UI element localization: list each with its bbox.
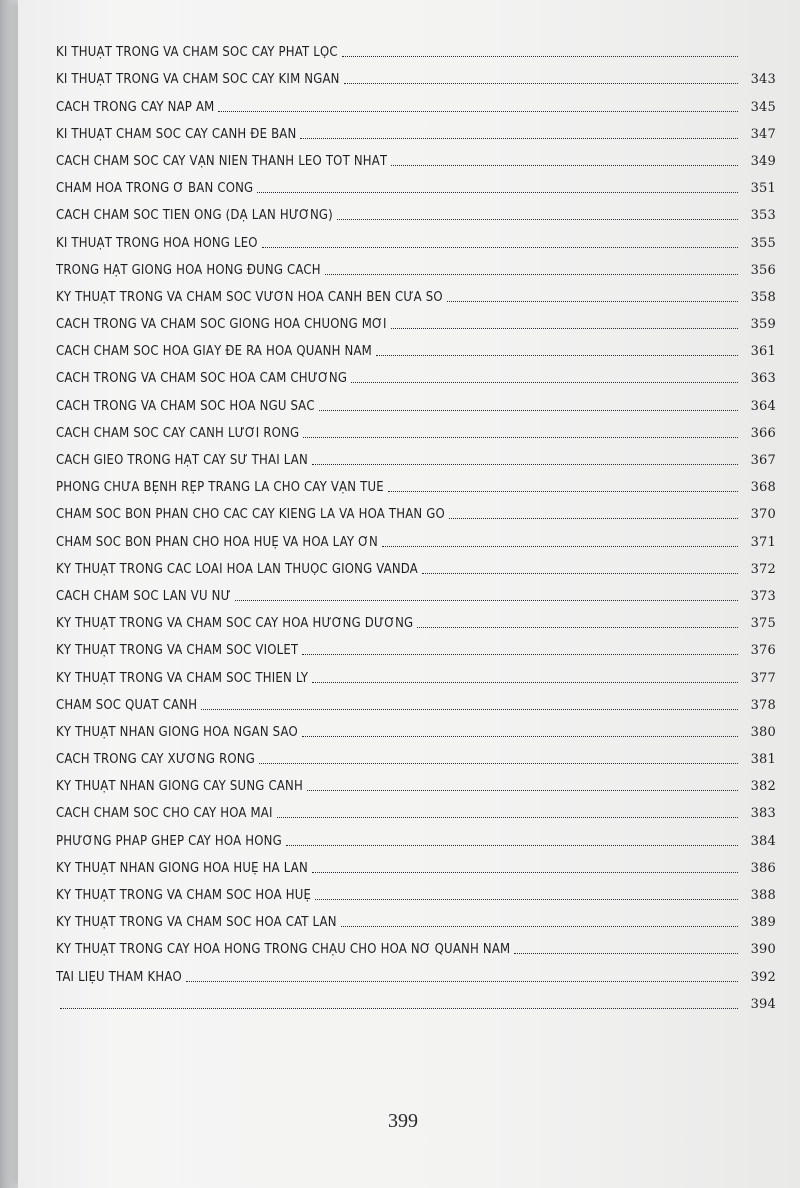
toc-entry xyxy=(56,549,776,576)
toc-entry-title: TÀI LIỆU THAM KHẢO xyxy=(56,970,182,984)
toc-dot-leader xyxy=(422,573,738,574)
toc-entry xyxy=(56,739,776,766)
toc-entry-title: KỸ THUẬT TRỒNG VÀ CHĂM SÓC HOA HUỆ xyxy=(56,889,312,902)
toc-dot-leader xyxy=(417,627,738,628)
toc-entry xyxy=(56,440,776,467)
toc-entry-page: 366 xyxy=(750,425,776,441)
toc-dot-leader xyxy=(235,600,738,601)
toc-entry-page: 358 xyxy=(750,289,776,305)
toc-entry xyxy=(56,331,776,358)
toc-entry-page: 378 xyxy=(750,697,776,713)
toc-entry xyxy=(56,250,776,277)
toc-dot-leader xyxy=(341,926,738,927)
toc-entry xyxy=(56,657,776,684)
toc-entry xyxy=(56,576,776,603)
toc-entry-title: CHĂM SÓC QUẤT CẢNH xyxy=(56,698,198,712)
toc-entry-page: 364 xyxy=(750,398,776,414)
toc-dot-leader xyxy=(303,437,738,438)
toc-entry-page: 380 xyxy=(750,724,776,740)
toc-entry-page: 376 xyxy=(750,643,776,659)
toc-dot-leader xyxy=(391,328,738,329)
toc-entry-title: KỸ THUẬT TRỒNG CÁC LOÀI HOA LAN THUỘC GIỐNG VANDA xyxy=(56,562,418,576)
toc-entry xyxy=(56,793,776,820)
toc-dot-leader xyxy=(315,899,738,900)
toc-entry-page: 367 xyxy=(750,453,776,468)
toc-dot-leader xyxy=(447,301,738,302)
toc-entry xyxy=(56,141,776,168)
toc-entry-title: CÁCH TRỒNG VÀ CHĂM SÓC GIỐNG HOA CHUÔNG MỚI xyxy=(56,318,387,332)
toc-entry-title: CÁCH TRỒNG VÀ CHĂM SÓC HOA NGŨ SẮC xyxy=(56,399,315,413)
toc-entry-page: 370 xyxy=(750,507,776,523)
toc-entry-page: 384 xyxy=(750,833,776,849)
toc-entry-title: KỸ THUẬT TRỒNG VÀ CHĂM SÓC CÂY HOA HƯỚNG DƯƠNG xyxy=(56,617,414,631)
toc-entry-title: CÁCH CHĂM SÓC CÂY VẠN NIÊN THANH LEO TỐT NHẤT xyxy=(56,154,388,168)
toc-entry xyxy=(56,848,776,875)
toc-entry-page: 382 xyxy=(750,779,776,795)
toc-entry-page: 347 xyxy=(750,126,776,142)
toc-entry xyxy=(56,385,776,412)
toc-dot-leader xyxy=(277,817,738,818)
toc-dot-leader xyxy=(302,654,738,655)
toc-entry xyxy=(56,358,776,385)
toc-dot-leader xyxy=(312,682,738,683)
toc-entry xyxy=(56,712,776,739)
toc-entry xyxy=(56,820,776,847)
toc-entry-page: 359 xyxy=(750,317,776,333)
toc-entry-title: CÁCH CHĂM SÓC CÂY CẢNH LƯỠI RỒNG xyxy=(56,426,300,440)
toc-entry-title: CÁCH TRỒNG VÀ CHĂM SÓC HOA CẨM CHƯỚNG xyxy=(56,372,348,386)
toc-entry xyxy=(56,277,776,304)
toc-dot-leader xyxy=(382,546,738,547)
toc-entry xyxy=(56,494,776,521)
toc-entry-title: KỸ THUẬT TRỒNG VÀ CHĂM SÓC THIÊN LÝ xyxy=(56,671,309,685)
toc-dot-leader xyxy=(449,518,738,519)
toc-entry-title: TRỒNG HẠT GIỐNG HOA HỒNG ĐÚNG CÁCH xyxy=(56,263,321,277)
toc-entry-page: 368 xyxy=(750,480,776,496)
toc-dot-leader xyxy=(60,1008,738,1009)
toc-entry-title: CÁCH CHĂM SÓC LAN VŨ NỮ xyxy=(56,589,231,603)
toc-entry-title: CÁCH GIEO TRỒNG HẠT CÂY SỨ THÁI LAN xyxy=(56,454,308,467)
toc-entry-title: CÁCH CHĂM SÓC TIÊN ÔNG (DẠ LAN HƯƠNG) xyxy=(56,209,333,223)
toc-entry xyxy=(56,929,776,956)
toc-dot-leader xyxy=(319,410,738,411)
toc-dot-leader xyxy=(218,111,738,112)
toc-entry-title: KỸ THUẬT NHÂN GIỐNG HOA NGÀN SAO xyxy=(56,725,298,739)
toc-entry-page: 389 xyxy=(750,915,776,931)
toc-dot-leader xyxy=(342,56,738,57)
toc-entry xyxy=(56,114,776,141)
toc-entry xyxy=(56,630,776,657)
toc-dot-leader xyxy=(514,953,738,954)
toc-dot-leader xyxy=(186,981,738,982)
toc-entry-title: KĨ THUẬT TRỒNG VÀ CHĂM SÓC CÂY KIM NGÂN xyxy=(56,73,340,87)
toc-entry xyxy=(56,467,776,494)
toc-entry-title: CÁCH CHĂM SÓC HOA GIẤY ĐỂ RA HOA QUANH NĂM xyxy=(56,345,372,359)
toc-entry-title: CHĂM SÓC BÓN PHÂN CHO HOA HUỆ VÀ HOA LAY ƠN xyxy=(56,535,378,549)
toc-entry-page: 390 xyxy=(750,942,776,958)
toc-dot-leader xyxy=(325,274,738,275)
toc-entry-page: 394 xyxy=(750,996,776,1012)
toc-dot-leader xyxy=(201,709,738,710)
toc-entry xyxy=(56,521,776,548)
toc-entry xyxy=(56,304,776,331)
toc-entry-title: KỸ THUẬT TRỒNG VÀ CHĂM SÓC VIOLET xyxy=(56,644,299,658)
toc-entry-title: KỸ THUẬT TRỒNG CÂY HOA HỒNG TRONG CHẬU CHO HOA NỞ QUANH NĂM xyxy=(56,943,511,957)
toc-entry xyxy=(56,32,776,59)
toc-entry xyxy=(56,603,776,630)
toc-entry-page: 353 xyxy=(750,208,776,224)
toc-entry-title: PHÒNG CHỮA BỆNH RỆP TRẮNG LÁ CHO CÂY VẠN TUẾ xyxy=(56,481,384,495)
toc-dot-leader xyxy=(391,165,738,166)
toc-entry xyxy=(56,685,776,712)
page-number: 399 xyxy=(388,1110,418,1132)
toc-dot-leader xyxy=(312,464,738,465)
toc-entry xyxy=(56,195,776,222)
toc-entry xyxy=(56,86,776,113)
toc-entry-page: 392 xyxy=(750,969,776,985)
toc-entry-page: 363 xyxy=(750,371,776,387)
toc-entry-title: KĨ THUẬT TRỒNG VÀ CHĂM SÓC CÂY PHÁT LỘC xyxy=(56,46,338,60)
toc-entry-page: 388 xyxy=(750,888,776,903)
toc-entry-page: 383 xyxy=(750,806,776,822)
toc-dot-leader xyxy=(300,138,738,139)
toc-dot-leader xyxy=(351,382,738,383)
toc-dot-leader xyxy=(307,790,738,791)
toc-entry-page: 371 xyxy=(750,534,776,550)
toc-entry-title: KỸ THUẬT NHÂN GIỐNG HOA HUỆ HÀ LAN xyxy=(56,861,308,875)
toc-entry-title: KỸ THUẬT TRỒNG VÀ CHĂM SÓC VƯỜN HOA CẢNH BÊN CỬA SỔ xyxy=(56,290,443,304)
toc-entry-title: KỸ THUẬT TRỒNG VÀ CHĂM SÓC HOA CÁT LAN xyxy=(56,916,337,930)
toc-entry-page: 373 xyxy=(750,588,776,604)
toc-dot-leader xyxy=(337,219,738,220)
toc-entry-page: 386 xyxy=(750,860,776,876)
toc-entry-page: 377 xyxy=(750,670,776,686)
toc-dot-leader xyxy=(312,872,738,873)
toc-dot-leader xyxy=(344,83,738,84)
toc-dot-leader xyxy=(257,192,738,193)
toc-entry-title: CHĂM HOA TRỒNG Ở BAN CÔNG xyxy=(56,182,254,196)
toc-entry xyxy=(56,902,776,929)
toc-entry-title: KĨ THUẬT CHĂM SÓC CÂY CẢNH ĐỂ BÀN xyxy=(56,127,297,141)
table-of-contents xyxy=(56,32,776,1011)
book-spine-shadow xyxy=(0,0,18,1188)
toc-entry-page: 343 xyxy=(750,72,776,88)
toc-entry xyxy=(56,875,776,902)
toc-entry xyxy=(56,222,776,249)
toc-entry-page: 345 xyxy=(750,99,776,115)
toc-entry-page: 356 xyxy=(750,262,776,278)
toc-entry-page: 375 xyxy=(750,616,776,632)
toc-entry-title: PHƯƠNG PHÁP GHÉP CÂY HOA HỒNG xyxy=(56,834,282,848)
toc-dot-leader xyxy=(376,355,738,356)
toc-entry-page: 372 xyxy=(750,561,776,577)
toc-entry-page: 361 xyxy=(750,344,776,360)
toc-entry-title: KỸ THUẬT NHÂN GIỐNG CÂY SUNG CẢNH xyxy=(56,780,303,794)
toc-dot-leader xyxy=(302,736,738,737)
toc-entry-page: 381 xyxy=(750,752,776,768)
toc-entry xyxy=(56,59,776,86)
toc-entry xyxy=(56,956,776,983)
toc-entry-page: 351 xyxy=(750,181,776,197)
book-page xyxy=(18,0,800,1188)
toc-entry-title: CÁCH TRỒNG CÂY NẮP ẤM xyxy=(56,100,215,114)
toc-dot-leader xyxy=(262,247,738,248)
toc-entry xyxy=(56,984,776,1011)
toc-dot-leader xyxy=(388,491,738,492)
toc-entry-title: KĨ THUẬT TRỒNG HOA HỒNG LEO xyxy=(56,236,258,250)
toc-entry-page: 355 xyxy=(750,235,776,251)
toc-dot-leader xyxy=(286,845,738,846)
toc-entry-title: CÁCH TRỒNG CÂY XƯƠNG RỒNG xyxy=(56,753,256,767)
toc-dot-leader xyxy=(259,763,738,764)
toc-entry xyxy=(56,413,776,440)
toc-entry xyxy=(56,168,776,195)
toc-entry-title: CHĂM SÓC BÓN PHÂN CHO CÁC CÂY KIỂNG LÁ VÀ HOA THÂN GỖ xyxy=(56,508,445,522)
toc-entry xyxy=(56,766,776,793)
toc-entry-page: 349 xyxy=(750,153,776,169)
toc-entry-title: CÁCH CHĂM SÓC CHO CÂY HOA MAI xyxy=(56,807,273,821)
